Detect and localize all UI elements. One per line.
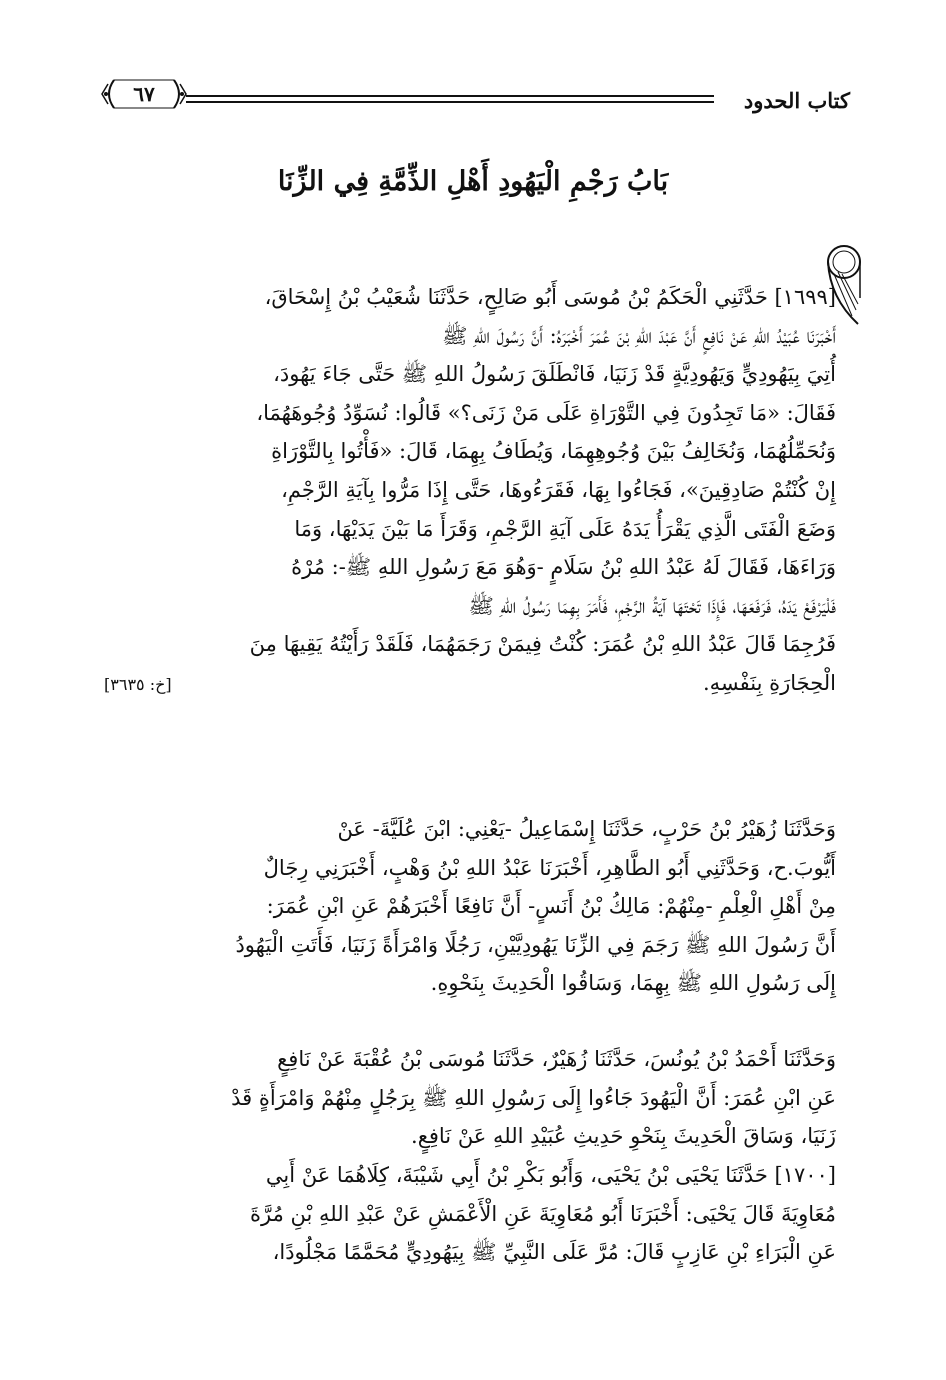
page-number: ٦٧	[133, 82, 155, 106]
running-header-title: كتاب الحدود	[743, 88, 850, 113]
chapter-heading: بَابُ رَجْمِ الْيَهُودِ أَهْلِ الذِّمَّةِ فِي الزِّنَا	[277, 166, 669, 197]
text-line: [١٦٩٩] حَدَّثَنِي الْحَكَمُ بْنُ مُوسَى أَبُو صَالِحٍ، حَدَّثَنَا شُعَيْبُ بْنُ إِسْحَاقَ،	[264, 285, 836, 309]
text-line: فَرُجِمَا قَالَ عَبْدُ اللهِ بْنُ عُمَرَ: كُنْتُ فِيمَنْ رَجَمَهُمَا، فَلَقَدْ رَأَيْتُهُ يَقِيهَا مِنَ	[249, 632, 836, 657]
chain-3	[104, 1040, 836, 1156]
text-line: عَنِ الْبَرَاءِ بْنِ عَازِبٍ قَالَ: مُرَّ عَلَى النَّبِيِّ ﷺ بِيَهُودِيٍّ مُحَمَّمًا مَجْلُودًا،	[272, 1240, 836, 1265]
text-line: زَنَيَا، وَسَاقَ الْحَدِيثَ بِنَحْوِ حَدِيثِ عُبَيْدِ اللهِ عَنْ نَافِعٍ.	[411, 1124, 836, 1149]
text-line: أَخْبَرَنَا عُبَيْدُ اللهِ عَنْ نَافِعٍ أَنَّ عَبْدَ اللهِ بْنَ عُمَرَ أَخْبَرَهُ: أَنَّ رَسُولَ اللهِ ﷺ	[442, 323, 836, 348]
text-line: إِنْ كُنْتُمْ صَادِقِينَ»، فَجَاءُوا بِهَا، فَقَرَءُوهَا، حَتَّى إِذَا مَرُّوا بِآيَةِ الرَّجْمِ،	[281, 477, 836, 502]
cross-reference: [خ: ٣٦٣٥]	[104, 674, 172, 694]
text-line: [١٧٠٠] حَدَّثَنَا يَحْيَى بْنُ يَحْيَى، وَأَبُو بَكْرِ بْنُ أَبِي شَيْبَةَ، كِلَاهُمَا عَنْ أَبِي	[265, 1163, 836, 1187]
text-line: وَنُحَمِّلُهُمَا، وَنُخَالِفُ بَيْنَ وُجُوهِهِمَا، وَيُطَافُ بِهِمَا، قَالَ: «فَأْتُوا بِالتَّوْرَاةِ	[271, 439, 836, 464]
text-line: وَرَاءَهَا، فَقَالَ لَهُ عَبْدُ اللهِ بْنُ سَلَامٍ -وَهُوَ مَعَ رَسُولِ اللهِ ﷺ-: مُرْهُ	[291, 555, 836, 580]
header-rule-top	[186, 95, 714, 97]
text-line: أُتِيَ بِيَهُودِيٍّ وَيَهُودِيَّةٍ قَدْ زَنَيَا، فَانْطَلَقَ رَسُولُ اللهِ ﷺ حَتَّى جَاءَ يَهُودَ،	[273, 362, 836, 387]
hadith-1699	[104, 278, 836, 705]
text-line: فَقَالَ: «مَا تَجِدُونَ فِي التَّوْرَاةِ عَلَى مَنْ زَنَى؟» قَالُوا: نُسَوِّدُ وُجُوهَهُمَا،	[256, 400, 836, 425]
text-line: وَضَعَ الْفَتَى الَّذِي يَقْرَأُ يَدَهُ عَلَى آيَةِ الرَّجْمِ، وَقَرَأَ مَا بَيْنَ يَدَيْهَا، وَمَا	[294, 516, 836, 541]
text-line-end: الْحِجَارَةِ بِنَفْسِهِ.	[702, 670, 836, 695]
text-line: أَيُّوبَ.ح، وَحَدَّثَنِي أَبُو الطَّاهِرِ، أَخْبَرَنَا عَبْدُ اللهِ بْنُ وَهْبٍ، أَخْبَرَنِي رِجَالٌ	[263, 855, 836, 880]
text-line: وَحَدَّثَنَا زُهَيْرُ بْنُ حَرْبٍ، حَدَّثَنَا إِسْمَاعِيلُ -يَعْنِي: ابْنَ عُلَيَّةَ- عَنْ	[337, 817, 836, 841]
text-line: عَنِ ابْنِ عُمَرَ: أَنَّ الْيَهُودَ جَاءُوا إِلَى رَسُولِ اللهِ ﷺ بِرَجُلٍ مِنْهُمْ وَامْرَأَةٍ قَدْ	[231, 1085, 836, 1110]
header-rule-bottom	[186, 101, 714, 103]
text-line: فَلْيَرْفَعْ يَدَهُ، فَرَفَعَهَا، فَإِذَا تَحْتَهَا آيَةُ الرَّجْمِ، فَأَمَرَ بِهِمَا رَسُولُ اللهِ ﷺ	[468, 593, 836, 618]
text-line: مِنْ أَهْلِ الْعِلْمِ -مِنْهُمْ: مَالِكُ بْنُ أَنَسٍ- أَنَّ نَافِعًا أَخْبَرَهُمْ عَنِ ابْنِ عُمَرَ:	[266, 894, 836, 919]
chain-2	[104, 810, 836, 1003]
text-line: وَحَدَّثَنَا أَحْمَدُ بْنُ يُونُسَ، حَدَّثَنَا زُهَيْرٌ، حَدَّثَنَا مُوسَى بْنُ عُقْبَةَ عَنْ نَافِعٍ	[277, 1047, 836, 1071]
text-line: إِلَى رَسُولِ اللهِ ﷺ بِهِمَا، وَسَاقُوا الْحَدِيثَ بِنَحْوِهِ.	[430, 971, 836, 996]
text-line: أَنَّ رَسُولَ اللهِ ﷺ رَجَمَ فِي الزِّنَا يَهُودِيَّيْنِ، رَجُلًا وَامْرَأَةً زَنَيَا، فَأَتَتِ الْيَهُودُ	[235, 932, 836, 957]
hadith-1700	[104, 1156, 836, 1272]
text-line-with-reference	[104, 664, 836, 705]
text-line: مُعَاوِيَةَ قَالَ يَحْيَى: أَخْبَرَنَا أَبُو مُعَاوِيَةَ عَنِ الْأَعْمَشِ عَنْ عَبْدِ اللهِ بْنِ مُرَّةَ	[250, 1201, 836, 1226]
page-number-ornament	[100, 76, 188, 112]
